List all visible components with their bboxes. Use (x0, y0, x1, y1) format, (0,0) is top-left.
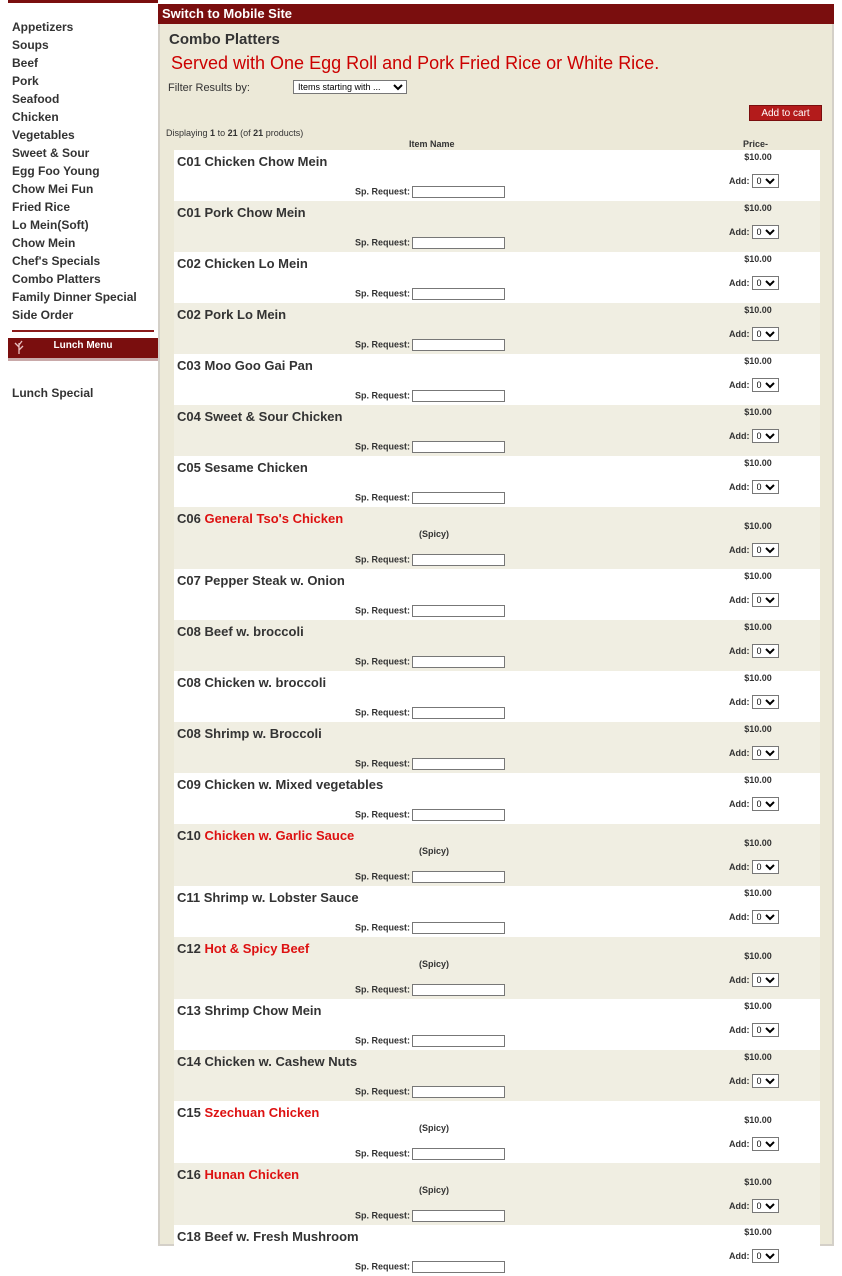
quantity-select[interactable] (752, 327, 779, 341)
special-request-input[interactable] (412, 288, 505, 300)
product-price: $10.00 (744, 571, 772, 581)
sidebar-item[interactable]: Pork (12, 74, 39, 88)
special-request (355, 186, 505, 198)
quantity-select[interactable] (752, 860, 779, 874)
sidebar-item[interactable]: Chow Mei Fun (12, 182, 94, 196)
sidebar-item[interactable]: Side Order (12, 308, 74, 322)
add-label: Add: (729, 1251, 750, 1261)
displaying-prefix: Displaying (166, 128, 208, 138)
sp-request-label: Sp. Request: (355, 390, 411, 401)
product-listing (158, 24, 834, 1272)
quantity-select[interactable] (752, 225, 779, 239)
special-request (355, 922, 505, 934)
product-title: Hot & Spicy Beef (204, 941, 310, 956)
product-price: $10.00 (744, 254, 772, 264)
product-code: C02 (177, 256, 201, 271)
add-label: Add: (729, 329, 750, 339)
special-request-input[interactable] (412, 554, 505, 566)
product-row (174, 773, 820, 824)
sp-request-label: Sp. Request: (355, 554, 411, 565)
column-price: Price- (743, 139, 769, 149)
product-title: Szechuan Chicken (204, 1105, 320, 1120)
add-qty (729, 174, 779, 188)
product-row (174, 354, 820, 405)
sp-request-label: Sp. Request: (355, 339, 411, 350)
add-label: Add: (729, 482, 750, 492)
product-price: $10.00 (744, 1115, 772, 1125)
switch-mobile-link[interactable]: Switch to Mobile Site (158, 4, 834, 24)
sidebar-item[interactable]: Fried Rice (12, 200, 71, 214)
quantity-select[interactable] (752, 644, 779, 658)
add-qty (729, 1199, 779, 1213)
product-code: C01 (177, 205, 201, 220)
add-label: Add: (729, 646, 750, 656)
product-code: C08 (177, 726, 201, 741)
add-qty (729, 480, 779, 494)
quantity-select[interactable] (752, 1249, 779, 1263)
special-request (355, 871, 505, 883)
add-label: Add: (729, 697, 750, 707)
leaf-icon (12, 339, 26, 355)
product-price: $10.00 (744, 407, 772, 417)
product-name (177, 726, 322, 741)
product-row (174, 150, 820, 201)
product-name (177, 941, 309, 956)
add-label: Add: (729, 975, 750, 985)
product-code: C08 (177, 675, 201, 690)
displaying-to: 21 (227, 128, 238, 138)
product-code: C01 (177, 154, 201, 169)
product-code: C10 (177, 828, 201, 843)
special-request-input[interactable] (412, 1148, 505, 1160)
add-label: Add: (729, 799, 750, 809)
product-title: Hunan Chicken (204, 1167, 300, 1182)
sidebar-divider (12, 330, 154, 332)
product-price: $10.00 (744, 1177, 772, 1187)
product-title: Beef w. Fresh Mushroom (204, 1229, 359, 1244)
category-nav (8, 3, 158, 324)
product-title: Moo Goo Gai Pan (204, 358, 313, 373)
add-qty (729, 225, 779, 239)
quantity-select[interactable] (752, 480, 779, 494)
displaying-to-word: to (217, 128, 226, 138)
special-request (355, 288, 505, 300)
quantity-select[interactable] (752, 746, 779, 760)
special-request-input[interactable] (412, 758, 505, 770)
special-request (355, 339, 505, 351)
spicy-label: (Spicy) (418, 959, 449, 969)
quantity-select[interactable] (752, 695, 779, 709)
special-request (355, 554, 505, 566)
special-request (355, 1035, 505, 1047)
add-label: Add: (729, 748, 750, 758)
product-price: $10.00 (744, 152, 772, 162)
product-name (177, 358, 313, 373)
special-request-input[interactable] (412, 237, 505, 249)
product-name (177, 675, 326, 690)
add-qty (729, 429, 779, 443)
special-request-input[interactable] (412, 871, 505, 883)
product-row (174, 886, 820, 937)
add-label: Add: (729, 380, 750, 390)
sidebar-item[interactable]: Beef (12, 56, 39, 70)
add-label: Add: (729, 1076, 750, 1086)
special-request-input[interactable] (412, 1210, 505, 1222)
product-code: C07 (177, 573, 201, 588)
sp-request-label: Sp. Request: (355, 237, 411, 248)
add-qty (729, 973, 779, 987)
special-request (355, 237, 505, 249)
add-qty (729, 543, 779, 557)
product-price: $10.00 (744, 622, 772, 632)
special-request-input[interactable] (412, 339, 505, 351)
product-title: Chicken w. Mixed vegetables (204, 777, 384, 792)
product-title: General Tso's Chicken (204, 511, 344, 526)
sp-request-label: Sp. Request: (355, 758, 411, 769)
quantity-select[interactable] (752, 276, 779, 290)
product-name (177, 256, 308, 271)
sidebar-item[interactable]: Seafood (12, 92, 60, 106)
quantity-select[interactable] (752, 429, 779, 443)
main-panel (158, 4, 834, 1272)
product-row (174, 201, 820, 252)
sp-request-label: Sp. Request: (355, 1035, 411, 1046)
product-title: Beef w. broccoli (204, 624, 304, 639)
add-label: Add: (729, 862, 750, 872)
product-price: $10.00 (744, 673, 772, 683)
product-title: Sesame Chicken (204, 460, 308, 475)
spicy-label: (Spicy) (418, 1123, 449, 1133)
product-title: Chicken w. Cashew Nuts (204, 1054, 358, 1069)
product-price: $10.00 (744, 1227, 772, 1237)
product-price: $10.00 (744, 305, 772, 315)
product-price: $10.00 (744, 724, 772, 734)
add-qty (729, 1249, 779, 1263)
product-row (174, 1050, 820, 1101)
product-row (174, 569, 820, 620)
product-code: C09 (177, 777, 201, 792)
product-row (174, 620, 820, 671)
quantity-select[interactable] (752, 1074, 779, 1088)
product-row (174, 671, 820, 722)
product-title: Shrimp w. Broccoli (204, 726, 322, 741)
product-title: Pork Lo Mein (204, 307, 287, 322)
product-name (177, 1054, 357, 1069)
product-name (177, 154, 327, 169)
add-label: Add: (729, 1201, 750, 1211)
sp-request-label: Sp. Request: (355, 605, 411, 616)
sp-request-label: Sp. Request: (355, 1210, 411, 1221)
sidebar-item[interactable]: Chicken (12, 110, 59, 124)
product-name (177, 1167, 299, 1182)
sp-request-label: Sp. Request: (355, 1086, 411, 1097)
add-qty (729, 1074, 779, 1088)
spicy-label: (Spicy) (418, 846, 449, 856)
spicy-label: (Spicy) (418, 1185, 449, 1195)
special-request-input[interactable] (412, 390, 505, 402)
add-label: Add: (729, 545, 750, 555)
product-title: Chicken Chow Mein (204, 154, 328, 169)
product-name (177, 205, 306, 220)
product-code: C14 (177, 1054, 201, 1069)
special-request-input[interactable] (412, 605, 505, 617)
sp-request-label: Sp. Request: (355, 186, 411, 197)
product-code: C12 (177, 941, 201, 956)
special-request-input[interactable] (412, 1261, 505, 1273)
special-request (355, 390, 505, 402)
lunch-menu-header (8, 338, 158, 361)
add-label: Add: (729, 1025, 750, 1035)
product-price: $10.00 (744, 951, 772, 961)
product-code: C18 (177, 1229, 201, 1244)
product-row (174, 824, 820, 886)
add-qty (729, 327, 779, 341)
add-qty (729, 746, 779, 760)
displaying-total: 21 (253, 128, 264, 138)
sp-request-label: Sp. Request: (355, 1261, 411, 1272)
product-code: C05 (177, 460, 201, 475)
product-code: C15 (177, 1105, 201, 1120)
sp-request-label: Sp. Request: (355, 707, 411, 718)
product-code: C04 (177, 409, 201, 424)
product-title: Pepper Steak w. Onion (204, 573, 345, 588)
special-request (355, 492, 505, 504)
sidebar-item[interactable]: Egg Foo Young (12, 164, 100, 178)
product-title: Chicken Lo Mein (204, 256, 308, 271)
sidebar (8, 0, 158, 402)
lunch-menu-title: Lunch Menu (53, 340, 113, 351)
add-label: Add: (729, 431, 750, 441)
sidebar-item[interactable]: Soups (12, 38, 49, 52)
sidebar-item[interactable]: Vegetables (12, 128, 75, 142)
product-name (177, 828, 354, 843)
sidebar-item[interactable]: Lo Mein(Soft) (12, 218, 89, 232)
product-name (177, 1003, 321, 1018)
product-price: $10.00 (744, 775, 772, 785)
product-price: $10.00 (744, 888, 772, 898)
sp-request-label: Sp. Request: (355, 809, 411, 820)
product-title: Sweet & Sour Chicken (204, 409, 343, 424)
special-request-input[interactable] (412, 186, 505, 198)
product-price: $10.00 (744, 521, 772, 531)
add-label: Add: (729, 912, 750, 922)
product-price: $10.00 (744, 458, 772, 468)
add-qty (729, 1023, 779, 1037)
add-label: Add: (729, 595, 750, 605)
product-name (177, 624, 304, 639)
sidebar-item[interactable]: Sweet & Sour (12, 146, 90, 160)
quantity-select[interactable] (752, 543, 779, 557)
quantity-select[interactable] (752, 797, 779, 811)
special-request (355, 1148, 505, 1160)
lunch-item[interactable]: Lunch Special (12, 386, 94, 400)
add-label: Add: (729, 176, 750, 186)
special-request (355, 1261, 505, 1273)
special-request-input[interactable] (412, 1035, 505, 1047)
sp-request-label: Sp. Request: (355, 984, 411, 995)
quantity-select[interactable] (752, 910, 779, 924)
product-row (174, 1163, 820, 1225)
special-request-input[interactable] (412, 707, 505, 719)
add-label: Add: (729, 1139, 750, 1149)
product-name (177, 890, 359, 905)
displaying-of: (of (240, 128, 251, 138)
quantity-select[interactable] (752, 1199, 779, 1213)
product-row (174, 1101, 820, 1163)
quantity-select[interactable] (752, 378, 779, 392)
sidebar-item[interactable]: Combo Platters (12, 272, 101, 286)
filter-select[interactable] (293, 80, 407, 94)
special-request (355, 441, 505, 453)
product-name (177, 1105, 319, 1120)
product-code: C03 (177, 358, 201, 373)
sidebar-item[interactable]: Family Dinner Special (12, 290, 137, 304)
sp-request-label: Sp. Request: (355, 922, 411, 933)
add-qty (729, 593, 779, 607)
product-name (177, 777, 383, 792)
add-label: Add: (729, 227, 750, 237)
add-to-cart-button[interactable]: Add to cart (749, 105, 822, 121)
product-row (174, 252, 820, 303)
sp-request-label: Sp. Request: (355, 441, 411, 452)
special-request (355, 1086, 505, 1098)
add-qty (729, 910, 779, 924)
page-subtitle: Served with One Egg Roll and Pork Fried Rice or White Rice. (171, 53, 660, 73)
special-request-input[interactable] (412, 922, 505, 934)
product-rows (174, 150, 820, 1276)
special-request-input[interactable] (412, 1086, 505, 1098)
special-request-input[interactable] (412, 492, 505, 504)
product-title: Shrimp Chow Mein (204, 1003, 322, 1018)
product-name (177, 573, 345, 588)
special-request-input[interactable] (412, 656, 505, 668)
product-price: $10.00 (744, 356, 772, 366)
special-request-input[interactable] (412, 441, 505, 453)
product-code: C08 (177, 624, 201, 639)
product-row (174, 303, 820, 354)
spicy-label: (Spicy) (418, 529, 449, 539)
special-request-input[interactable] (412, 809, 505, 821)
displaying-count (166, 128, 303, 138)
sidebar-item[interactable]: Appetizers (12, 20, 74, 34)
add-qty (729, 644, 779, 658)
add-qty (729, 276, 779, 290)
page-title: Combo Platters (169, 31, 280, 48)
product-price: $10.00 (744, 203, 772, 213)
special-request-input[interactable] (412, 984, 505, 996)
product-code: C16 (177, 1167, 201, 1182)
product-title: Chicken w. broccoli (204, 675, 327, 690)
product-name (177, 1229, 359, 1244)
product-name (177, 460, 308, 475)
add-qty (729, 797, 779, 811)
product-row (174, 722, 820, 773)
special-request (355, 809, 505, 821)
special-request (355, 605, 505, 617)
product-price: $10.00 (744, 1052, 772, 1062)
sidebar-item[interactable]: Chef's Specials (12, 254, 101, 268)
quantity-select[interactable] (752, 593, 779, 607)
product-row (174, 507, 820, 569)
add-qty (729, 378, 779, 392)
product-title: Chicken w. Garlic Sauce (204, 828, 355, 843)
filter-label: Filter Results by: (168, 82, 250, 94)
lunch-nav (8, 361, 158, 402)
sp-request-label: Sp. Request: (355, 871, 411, 882)
quantity-select[interactable] (752, 1023, 779, 1037)
quantity-select[interactable] (752, 1137, 779, 1151)
product-row (174, 405, 820, 456)
special-request (355, 656, 505, 668)
product-row (174, 456, 820, 507)
column-item-name: Item Name (409, 139, 455, 149)
product-code: C13 (177, 1003, 201, 1018)
product-price: $10.00 (744, 1001, 772, 1011)
product-name (177, 307, 286, 322)
quantity-select[interactable] (752, 973, 779, 987)
sp-request-label: Sp. Request: (355, 288, 411, 299)
special-request (355, 707, 505, 719)
product-code: C02 (177, 307, 201, 322)
add-qty (729, 1137, 779, 1151)
product-row (174, 937, 820, 999)
displaying-suffix: products) (265, 128, 304, 138)
quantity-select[interactable] (752, 174, 779, 188)
product-row (174, 999, 820, 1050)
special-request (355, 984, 505, 996)
product-name (177, 409, 342, 424)
add-label: Add: (729, 278, 750, 288)
sidebar-item[interactable]: Chow Mein (12, 236, 76, 250)
special-request (355, 1210, 505, 1222)
product-name (177, 511, 343, 526)
product-title: Shrimp w. Lobster Sauce (203, 890, 359, 905)
product-code: C06 (177, 511, 201, 526)
displaying-from: 1 (210, 128, 216, 138)
sp-request-label: Sp. Request: (355, 656, 411, 667)
special-request (355, 758, 505, 770)
product-title: Pork Chow Mein (204, 205, 306, 220)
add-qty (729, 695, 779, 709)
sp-request-label: Sp. Request: (355, 492, 411, 503)
sp-request-label: Sp. Request: (355, 1148, 411, 1159)
product-code: C11 (177, 890, 201, 905)
product-price: $10.00 (744, 838, 772, 848)
add-qty (729, 860, 779, 874)
